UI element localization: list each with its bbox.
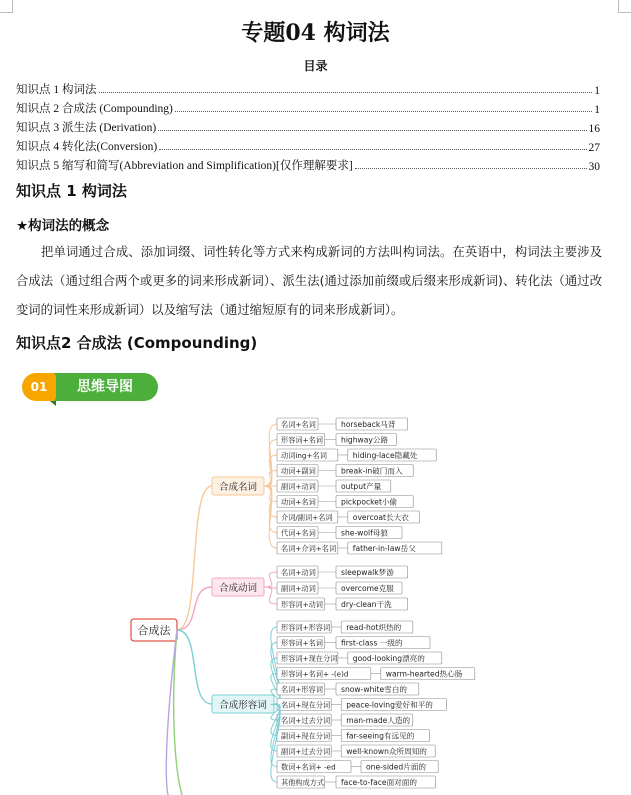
page-corner-mark: [618, 0, 631, 13]
pattern-node: [277, 621, 331, 633]
root-node-label: 合成法: [137, 624, 171, 637]
example-node-label: output产量: [341, 482, 382, 491]
toc-leader-dots: [99, 92, 593, 93]
example-node: [336, 496, 413, 508]
toc-leader-dots: [175, 111, 592, 112]
pattern-node: [277, 652, 338, 664]
example-node: [336, 683, 419, 695]
example-node: [341, 714, 413, 726]
root-node: [131, 619, 177, 641]
pattern-node-label: 副词+动词: [281, 482, 316, 491]
pattern-node: [277, 776, 325, 788]
example-node-label: snow-white雪白的: [341, 685, 407, 694]
toc-entry-page: 1: [594, 85, 600, 97]
example-node-label: sleepwalk梦游: [341, 568, 394, 577]
section-heading: 知识点 1 构词法: [16, 182, 127, 200]
example-node: [348, 511, 420, 523]
example-node-label: father-in-law岳父: [352, 544, 416, 553]
pattern-node-label: 形容词+动词: [281, 600, 323, 609]
pattern-node: [277, 761, 351, 773]
pattern-node: [277, 683, 325, 695]
pattern-node: [277, 449, 338, 461]
toc-entry-page: 30: [588, 161, 600, 173]
pattern-node-label: 名词+形容词: [281, 685, 323, 694]
pattern-node: [277, 434, 325, 446]
section-heading: 知识点2 合成法 (Compounding): [16, 334, 258, 352]
branch-node: [212, 695, 274, 713]
example-node-label: face-to-face面对面的: [341, 778, 417, 787]
example-node-label: warm-hearted热心肠: [385, 669, 463, 679]
example-node: [341, 621, 413, 633]
example-node-label: overcoat长大衣: [352, 513, 409, 522]
example-node: [341, 730, 429, 742]
pattern-node-label: 形容词+形容词: [281, 623, 331, 632]
pattern-node-label: 名词+现在分词: [281, 700, 331, 710]
branch-connector: [177, 587, 212, 630]
example-node: [348, 652, 442, 664]
pattern-node-label: 动词+名词: [281, 497, 316, 507]
pattern-node-label: 介词/副词+名词: [281, 513, 333, 522]
pattern-node: [277, 714, 331, 726]
example-node: [381, 668, 475, 680]
toc-entry-label: 知识点 2 合成法 (Compounding): [16, 103, 173, 115]
pattern-node-label: 副词+动词: [281, 584, 316, 593]
example-node: [336, 582, 402, 594]
example-node: [336, 418, 408, 430]
toc-leader-dots: [158, 130, 586, 131]
item-connector: [264, 587, 277, 604]
pattern-node-label: 形容词+名词: [281, 638, 323, 648]
section-paragraph: 把单词通过合成、添加词缀、词性转化等方式来构成新词的方法叫构词法。在英语中，构词法主要涉及合成法（通过组合两个或更多的词来形成新词）、派生法(通过添加前缀或后缀来形成新词)、转化法（通过改变词的词性来形成新词）以及缩写法（通过缩短原有的词来形成新词）。: [16, 245, 602, 317]
pattern-node-label: 名词+过去分词: [281, 716, 331, 725]
branch-connector: [177, 630, 212, 704]
example-node-label: dry-clean干洗: [341, 600, 392, 609]
pattern-node: [277, 668, 371, 680]
toc-entry[interactable]: [16, 154, 600, 173]
example-node: [336, 566, 408, 578]
pattern-node-label: 代词+名词: [281, 528, 316, 538]
pattern-node: [277, 496, 318, 508]
example-node: [336, 434, 396, 446]
example-node-label: pickpocket小偷: [341, 497, 398, 507]
branch-node-label: 合成动词: [218, 583, 258, 594]
toc-entry-page: 27: [588, 142, 600, 154]
example-node: [336, 465, 413, 477]
pattern-node: [277, 465, 318, 477]
toc-entry-label: 知识点 3 派生法 (Derivation): [16, 122, 157, 134]
item-connector: [264, 572, 277, 587]
page-title: 专题04 构词法: [241, 20, 390, 46]
pattern-node: [277, 542, 338, 554]
pattern-node-label: 名词+名词: [281, 420, 316, 429]
pattern-node-label: 动词+副词: [281, 466, 316, 476]
example-node-label: horseback马背: [341, 420, 396, 429]
pattern-node-label: 副词+现在分词: [281, 731, 331, 741]
example-node-label: highway公路: [341, 435, 389, 445]
pattern-node-label: 形容词+名词+ -(e)d: [281, 669, 349, 679]
toc-entry-page: 1: [594, 104, 600, 116]
pattern-node: [277, 598, 325, 610]
toc-entry-label: 知识点 5 缩写和简写(Abbreviation and Simplification)[仅作理解要求]: [16, 160, 353, 172]
example-node: [336, 480, 391, 492]
toc-entry[interactable]: [16, 116, 600, 135]
pattern-node-label: 形容词+现在分词: [281, 654, 338, 663]
example-node-label: hiding-lace隐藏处: [352, 451, 418, 460]
example-node: [336, 598, 408, 610]
pattern-node-label: 名词+动词: [281, 568, 316, 577]
example-node-label: man-made人造的: [346, 716, 411, 725]
toc-entry[interactable]: [16, 97, 600, 116]
mindmap-banner: [22, 373, 158, 405]
example-node: [336, 776, 436, 788]
example-node-label: well-known众所周知的: [346, 747, 427, 756]
banner-number: 01: [22, 373, 56, 401]
example-node-label: good-looking漂亮的: [352, 654, 425, 663]
pattern-node-label: 其他构成方式: [281, 778, 325, 787]
pattern-node: [277, 511, 338, 523]
pattern-node-label: 动词ing+名词: [281, 451, 327, 460]
pattern-node: [277, 527, 318, 539]
example-node: [336, 527, 402, 539]
toc-entry[interactable]: [16, 135, 600, 154]
example-node: [341, 699, 446, 711]
mind-map: [0, 410, 631, 795]
page-corner-mark: [0, 0, 13, 13]
pattern-node: [277, 418, 318, 430]
pattern-node: [277, 566, 318, 578]
example-node: [341, 745, 435, 757]
toc-entry-label: 知识点 1 构词法: [16, 84, 97, 96]
example-node-label: break-in破门而入: [341, 466, 403, 476]
example-node: [348, 449, 436, 461]
toc-entry-label: 知识点 4 转化法(Conversion): [16, 141, 158, 153]
toc-entry[interactable]: [16, 78, 600, 97]
banner-label: 思维导图: [52, 373, 158, 401]
pattern-node: [277, 637, 325, 649]
example-node-label: read-hot炽热的: [346, 623, 402, 632]
toc-heading: 目录: [303, 59, 328, 73]
branch-node: [212, 578, 264, 596]
toc-leader-dots: [159, 149, 586, 150]
pattern-node-label: 形容词+名词: [281, 435, 323, 445]
pattern-node: [277, 730, 331, 742]
example-node-label: first-class 一级的: [341, 638, 403, 648]
toc-leader-dots: [355, 168, 587, 169]
branch-node: [212, 477, 264, 495]
branch-connector: [174, 630, 182, 795]
pattern-node: [277, 582, 318, 594]
table-of-contents: [16, 78, 600, 173]
example-node-label: overcome克服: [341, 584, 394, 593]
pattern-node-label: 副词+过去分词: [281, 747, 331, 756]
pattern-node: [277, 745, 331, 757]
branch-node-label: 合成名词: [218, 482, 258, 493]
example-node-label: one-sided片面的: [366, 762, 427, 772]
pattern-node-label: 数词+名词+ -ed: [281, 762, 336, 772]
example-node: [348, 542, 442, 554]
pattern-node-label: 名词+介词+名词: [281, 544, 337, 553]
branch-node-label: 合成形容词: [219, 700, 267, 711]
toc-entry-page: 16: [588, 123, 600, 135]
section-subheading: ★构词法的概念: [16, 218, 110, 234]
pattern-node: [277, 699, 331, 711]
example-node-label: she-wolf母狼: [341, 528, 389, 538]
example-node-label: far-seeing有远见的: [346, 731, 415, 741]
example-node: [336, 637, 430, 649]
banner-fold: [50, 401, 56, 406]
example-node: [361, 761, 438, 773]
example-node-label: peace-loving爱好和平的: [346, 700, 433, 710]
pattern-node: [277, 480, 318, 492]
